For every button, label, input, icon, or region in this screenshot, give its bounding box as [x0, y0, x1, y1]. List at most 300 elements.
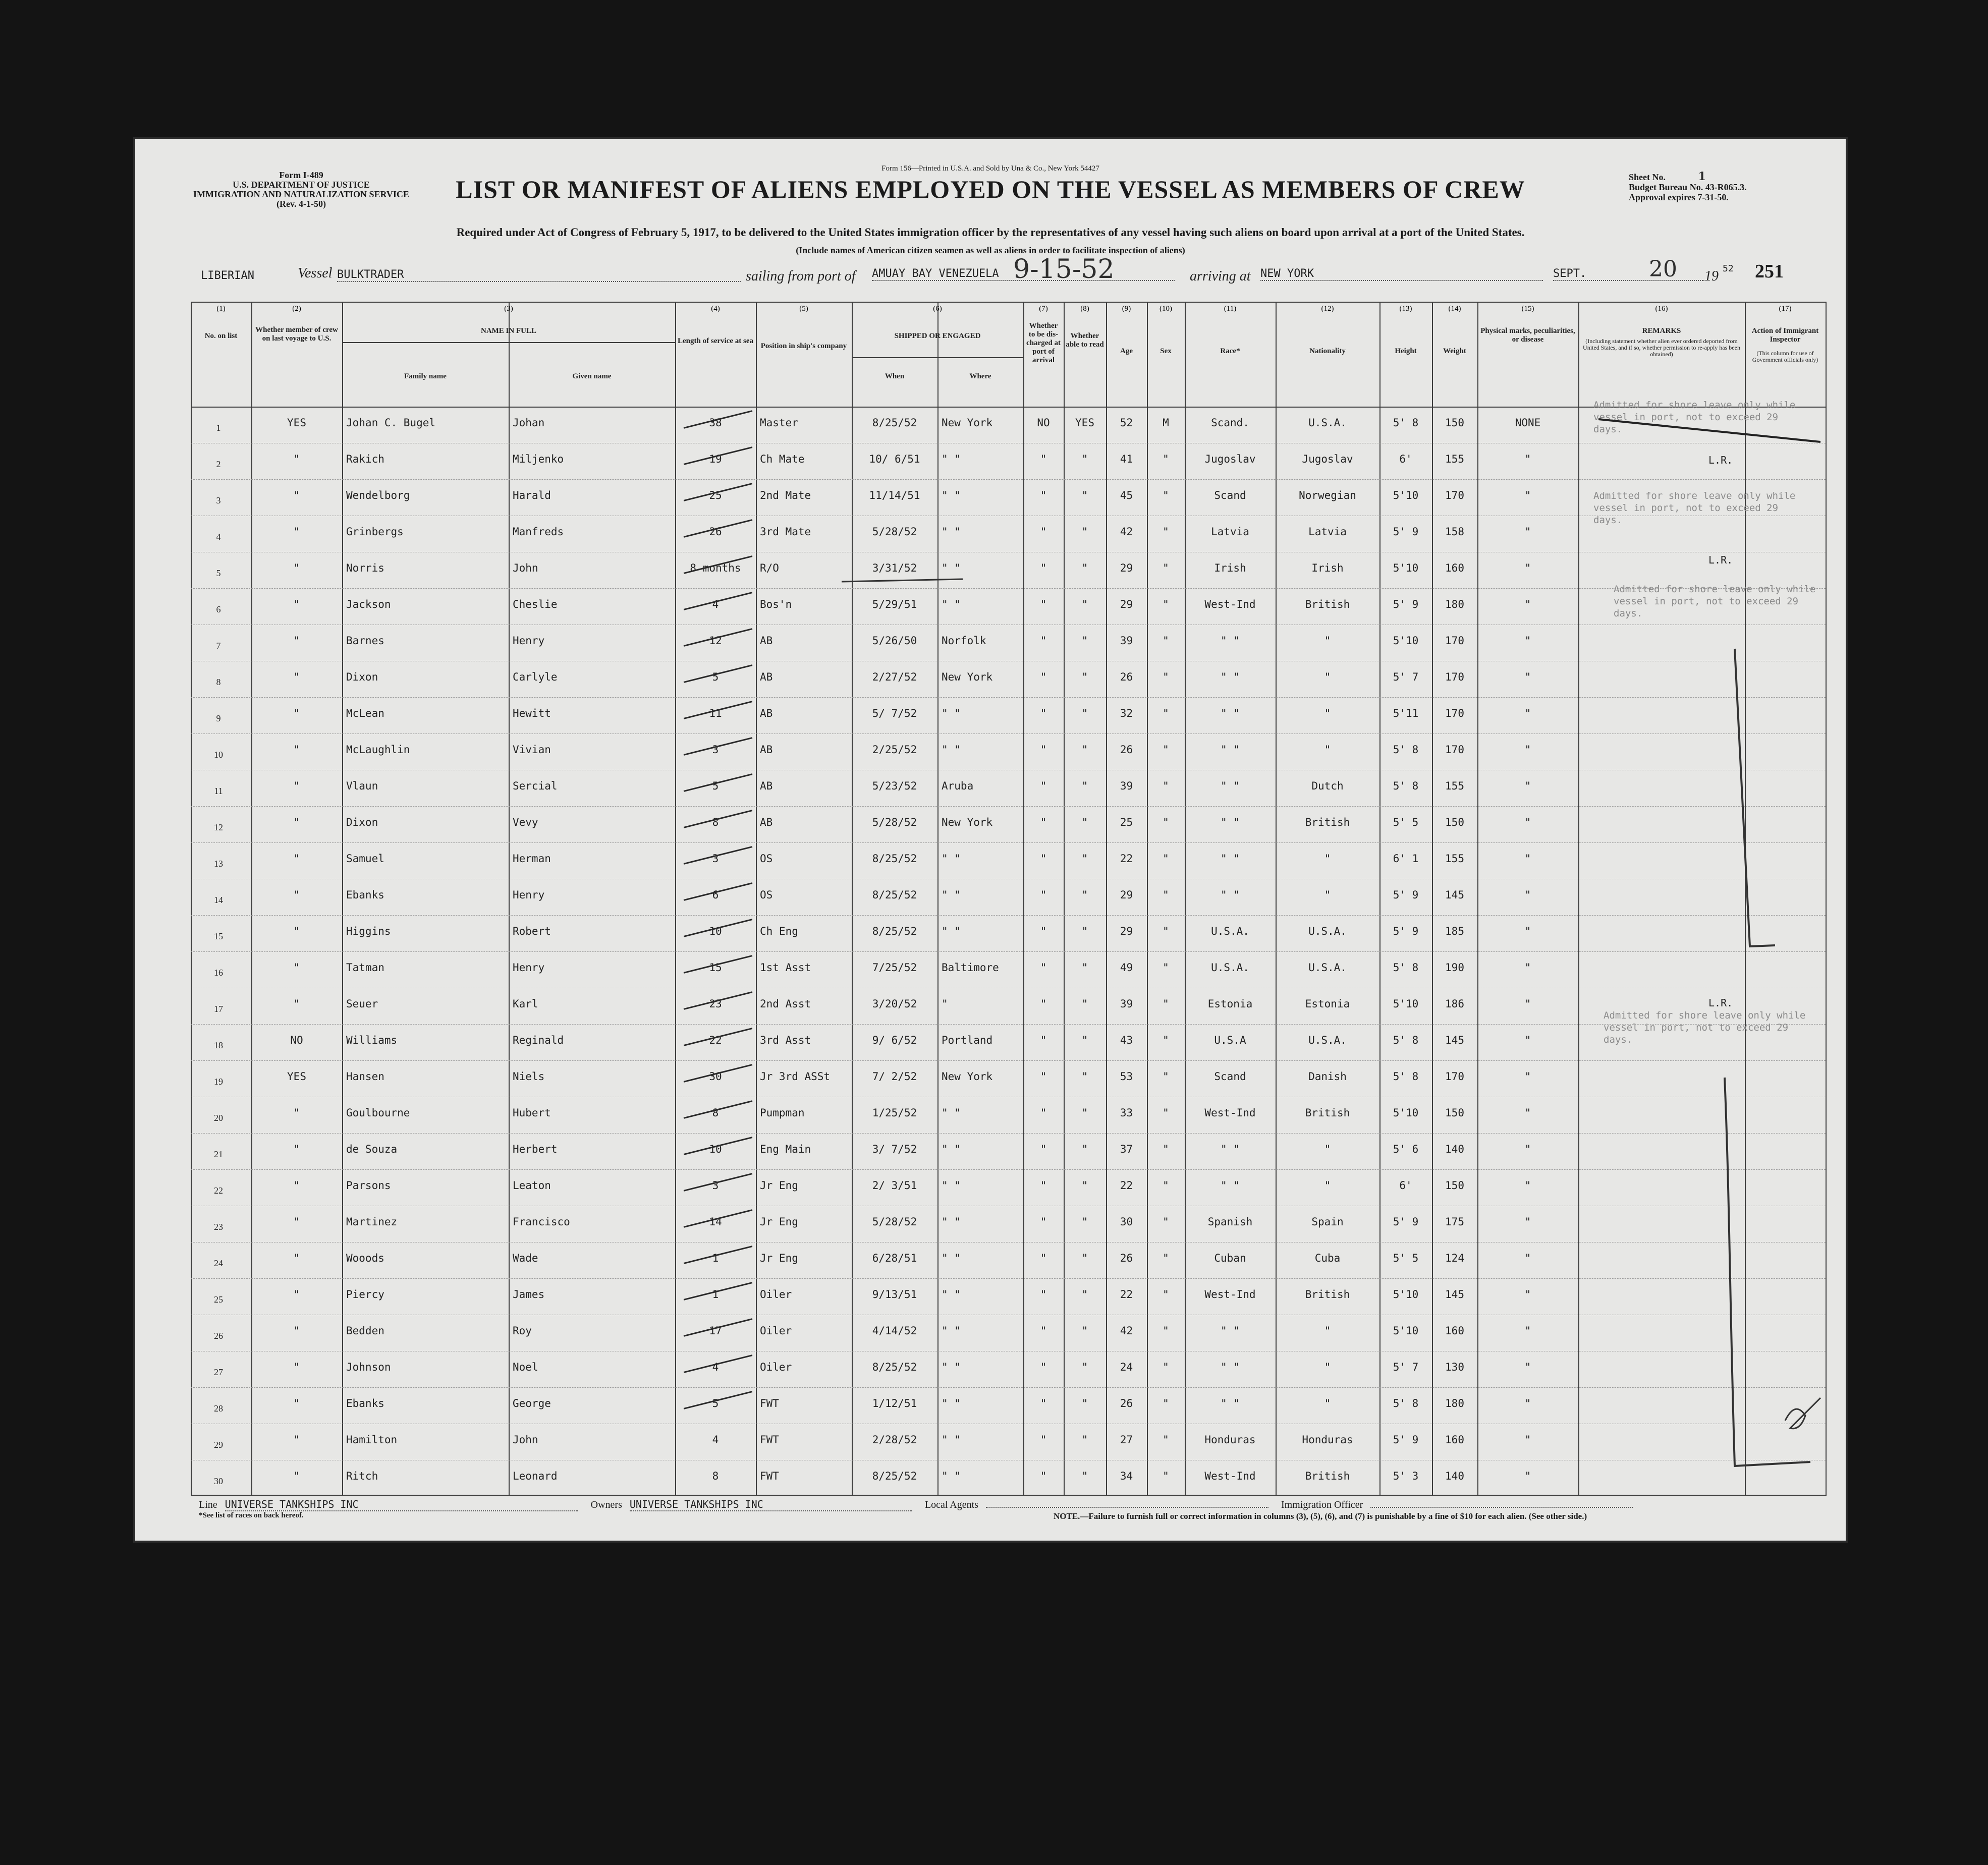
- cell-position: Jr Eng: [760, 1252, 798, 1264]
- cell-weight: 190: [1445, 962, 1464, 974]
- cell-race: " ": [1221, 780, 1240, 792]
- cell-service: 4: [712, 1361, 719, 1373]
- row-number: 14: [214, 895, 223, 905]
- cell-position: 1st Asst: [760, 962, 811, 974]
- cell-discharged: ": [1040, 1216, 1047, 1228]
- cell-height: 5'10: [1393, 1107, 1419, 1119]
- form-number: Form I-489: [279, 170, 323, 180]
- cell-weight: 180: [1445, 1397, 1464, 1409]
- cell-voyage: ": [293, 780, 300, 792]
- hdr-remarks-note: (Including statement whether alien ever ordered deported from United States, and if so, whether permission to re-apply has been obtained): [1583, 337, 1740, 358]
- cell-weight: 145: [1445, 1288, 1464, 1301]
- cell-when: 3/ 7/52: [872, 1143, 917, 1155]
- cell-height: 5' 8: [1393, 1070, 1419, 1083]
- cell-weight: 158: [1445, 526, 1464, 538]
- cell-race: " ": [1221, 1179, 1240, 1192]
- cell-family: Hansen: [346, 1070, 384, 1083]
- cell-discharged: ": [1040, 635, 1047, 647]
- cell-height: 5' 7: [1393, 1361, 1419, 1373]
- column-number: (5): [799, 305, 808, 313]
- cell-given: Henry: [513, 889, 545, 901]
- hdr-service: Length of service at sea: [678, 337, 753, 345]
- cell-sex: ": [1163, 1216, 1169, 1228]
- cell-read: ": [1081, 1034, 1088, 1046]
- cell-given: Niels: [513, 1070, 545, 1083]
- cell-given: John: [513, 562, 538, 574]
- cell-given: Francisco: [513, 1216, 570, 1228]
- cell-weight: 160: [1445, 1434, 1464, 1446]
- cell-race: Jugoslav: [1204, 453, 1256, 465]
- cell-service: 6: [712, 889, 719, 901]
- vessel-label: Vessel: [298, 265, 333, 281]
- cell-family: Wooods: [346, 1252, 384, 1264]
- cell-where: Baltimore: [942, 962, 999, 974]
- cell-position: FWT: [760, 1397, 779, 1409]
- row-number: 7: [216, 641, 221, 651]
- cell-given: Leaton: [513, 1179, 551, 1192]
- cell-nationality: ": [1324, 853, 1331, 865]
- cell-read: ": [1081, 671, 1088, 683]
- cell-age: 32: [1120, 707, 1133, 719]
- cell-age: 34: [1120, 1470, 1133, 1482]
- cell-family: Jackson: [346, 598, 391, 610]
- cell-physical: ": [1524, 998, 1531, 1010]
- cell-nationality: ": [1324, 1143, 1331, 1155]
- cell-height: 5' 9: [1393, 1216, 1419, 1228]
- cell-position: 3rd Mate: [760, 526, 811, 538]
- cell-family: Ebanks: [346, 889, 384, 901]
- cell-nationality: U.S.A.: [1308, 925, 1347, 937]
- cell-when: 5/28/52: [872, 816, 917, 828]
- cell-height: 5' 8: [1393, 417, 1419, 429]
- cell-physical: ": [1524, 1216, 1531, 1228]
- owners-label: Owners: [590, 1499, 622, 1510]
- cell-discharged: ": [1040, 925, 1047, 937]
- cell-race: " ": [1221, 1397, 1240, 1409]
- cell-age: 26: [1120, 671, 1133, 683]
- cell-sex: ": [1163, 1434, 1169, 1446]
- vessel-name: BULKTRADER: [337, 268, 741, 282]
- cell-voyage: ": [293, 707, 300, 719]
- cell-when: 4/14/52: [872, 1325, 917, 1337]
- cell-voyage: ": [293, 453, 300, 465]
- hdr-height: Height: [1395, 347, 1417, 355]
- cell-age: 26: [1120, 744, 1133, 756]
- cell-given: Wade: [513, 1252, 538, 1264]
- cell-physical: ": [1524, 1179, 1531, 1192]
- cell-height: 5'10: [1393, 562, 1419, 574]
- cell-nationality: Latvia: [1308, 526, 1347, 538]
- arrival-day: 20: [1649, 256, 1677, 282]
- cell-physical: ": [1524, 962, 1531, 974]
- cell-discharged: ": [1040, 707, 1047, 719]
- cell-voyage: ": [293, 562, 300, 574]
- cell-where: " ": [942, 1397, 961, 1409]
- cell-discharged: ": [1040, 1179, 1047, 1192]
- cell-weight: 155: [1445, 780, 1464, 792]
- hdr-given: Given name: [572, 372, 612, 380]
- cell-family: Dixon: [346, 816, 378, 828]
- cell-when: 9/13/51: [872, 1288, 917, 1301]
- cell-weight: 155: [1445, 453, 1464, 465]
- cell-voyage: ": [293, 1179, 300, 1192]
- vessel-flag: LIBERIAN: [201, 269, 254, 282]
- cell-sex: ": [1163, 853, 1169, 865]
- cell-race: U.S.A.: [1211, 925, 1249, 937]
- cell-age: 26: [1120, 1252, 1133, 1264]
- cell-nationality: ": [1324, 1325, 1331, 1337]
- cell-when: 8/25/52: [872, 889, 917, 901]
- cell-race: " ": [1221, 671, 1240, 683]
- cell-service: 17: [709, 1325, 722, 1337]
- cell-discharged: ": [1040, 671, 1047, 683]
- cell-nationality: Jugoslav: [1302, 453, 1353, 465]
- cell-where: " ": [942, 925, 961, 937]
- cell-read: YES: [1075, 417, 1094, 429]
- cell-where: " ": [942, 1288, 961, 1301]
- cell-family: Barnes: [346, 635, 384, 647]
- cell-position: FWT: [760, 1470, 779, 1482]
- cell-height: 5' 8: [1393, 962, 1419, 974]
- cell-read: ": [1081, 1325, 1088, 1337]
- cell-height: 5'10: [1393, 635, 1419, 647]
- cell-physical: ": [1524, 816, 1531, 828]
- cell-when: 8/25/52: [872, 417, 917, 429]
- cell-sex: ": [1163, 1107, 1169, 1119]
- cell-family: Piercy: [346, 1288, 384, 1301]
- cell-age: 49: [1120, 962, 1133, 974]
- cell-position: Eng Main: [760, 1143, 811, 1155]
- page-number: 251: [1755, 261, 1784, 282]
- cell-physical: ": [1524, 925, 1531, 937]
- cell-given: Manfreds: [513, 526, 564, 538]
- cell-when: 5/28/52: [872, 1216, 917, 1228]
- cell-service: 8: [712, 1470, 719, 1482]
- cell-physical: ": [1524, 744, 1531, 756]
- cell-age: 29: [1120, 598, 1133, 610]
- cell-discharged: ": [1040, 816, 1047, 828]
- cell-voyage: ": [293, 489, 300, 501]
- cell-age: 30: [1120, 1216, 1133, 1228]
- admitted-stamp-3: Admitted for shore leave only while vessel in port, not to exceed 29 days.: [1614, 584, 1816, 619]
- cell-sex: ": [1163, 1070, 1169, 1083]
- cell-nationality: Estonia: [1305, 998, 1350, 1010]
- cell-voyage: ": [293, 1216, 300, 1228]
- cell-where: New York: [942, 671, 993, 683]
- cell-sex: ": [1163, 1034, 1169, 1046]
- cell-race: " ": [1221, 1361, 1240, 1373]
- cell-nationality: ": [1324, 1397, 1331, 1409]
- cell-family: Higgins: [346, 925, 391, 937]
- cell-physical: ": [1524, 453, 1531, 465]
- cell-position: R/O: [760, 562, 779, 574]
- cell-read: ": [1081, 853, 1088, 865]
- cell-discharged: ": [1040, 1361, 1047, 1373]
- cell-when: 5/26/50: [872, 635, 917, 647]
- cell-nationality: Cuba: [1314, 1252, 1341, 1264]
- cell-nationality: ": [1324, 635, 1331, 647]
- row-number: 6: [216, 604, 221, 614]
- hdr-action: Action of Immigrant Inspector: [1751, 327, 1819, 344]
- cell-position: Jr Eng: [760, 1216, 798, 1228]
- cell-physical: ": [1524, 1470, 1531, 1482]
- cell-nationality: Honduras: [1302, 1434, 1353, 1446]
- page-subtitle: Required under Act of Congress of February 5, 1917, to be delivered to the United States immigration officer by the representatives of any vessel having such aliens on board upon arrival at a port of the United States.: [456, 226, 1525, 239]
- agents-label: Local Agents: [924, 1499, 978, 1510]
- cell-read: ": [1081, 1179, 1088, 1192]
- cell-given: Karl: [513, 998, 538, 1010]
- cell-nationality: ": [1324, 1179, 1331, 1192]
- cell-read: ": [1081, 962, 1088, 974]
- cell-weight: 170: [1445, 1070, 1464, 1083]
- line-value: UNIVERSE TANKSHIPS INC: [225, 1498, 578, 1511]
- cell-race: " ": [1221, 744, 1240, 756]
- cell-when: 2/25/52: [872, 744, 917, 756]
- row-number: 16: [214, 968, 223, 978]
- cell-weight: 130: [1445, 1361, 1464, 1373]
- cell-weight: 160: [1445, 1325, 1464, 1337]
- admitted-stamp-1: Admitted for shore leave only while vessel in port, not to exceed 29 days.: [1593, 400, 1796, 435]
- cell-service: 14: [709, 1216, 722, 1228]
- cell-nationality: U.S.A.: [1308, 1034, 1347, 1046]
- cell-family: Vlaun: [346, 780, 378, 792]
- cell-race: " ": [1221, 1143, 1240, 1155]
- cell-where: " ": [942, 1143, 961, 1155]
- cell-weight: 186: [1445, 998, 1464, 1010]
- cell-discharged: ": [1040, 526, 1047, 538]
- row-number: 27: [214, 1367, 223, 1377]
- cell-given: Cheslie: [513, 598, 558, 610]
- row-number: 9: [216, 713, 221, 723]
- lr-mark-3: L.R.: [1708, 997, 1733, 1009]
- cell-where: New York: [942, 417, 993, 429]
- cell-service: 10: [709, 1143, 722, 1155]
- cell-race: Scand.: [1211, 417, 1249, 429]
- cell-physical: ": [1524, 489, 1531, 501]
- lr-mark-2: L.R.: [1708, 554, 1733, 566]
- cell-physical: ": [1524, 1325, 1531, 1337]
- cell-age: 43: [1120, 1034, 1133, 1046]
- cell-where: " ": [942, 1361, 961, 1373]
- cell-given: Hewitt: [513, 707, 551, 719]
- cell-family: McLean: [346, 707, 384, 719]
- cell-age: 22: [1120, 853, 1133, 865]
- cell-read: ": [1081, 635, 1088, 647]
- column-number: (13): [1399, 305, 1412, 313]
- cell-given: Vevy: [513, 816, 538, 828]
- cell-discharged: NO: [1037, 417, 1050, 429]
- cell-weight: 160: [1445, 562, 1464, 574]
- cell-weight: 155: [1445, 853, 1464, 865]
- cell-service: 15: [709, 962, 722, 974]
- cell-position: 3rd Asst: [760, 1034, 811, 1046]
- manifest-page: [135, 139, 1846, 1541]
- cell-when: 9/ 6/52: [872, 1034, 917, 1046]
- cell-service: 1: [712, 1288, 719, 1301]
- cell-sex: ": [1163, 635, 1169, 647]
- cell-weight: 170: [1445, 635, 1464, 647]
- cell-physical: ": [1524, 707, 1531, 719]
- row-number: 4: [216, 532, 221, 542]
- cell-sex: ": [1163, 562, 1169, 574]
- cell-service: 12: [709, 635, 722, 647]
- action-bracket-2: [1725, 1078, 1810, 1466]
- cell-height: 5' 9: [1393, 1434, 1419, 1446]
- cell-read: ": [1081, 707, 1088, 719]
- cell-given: John: [513, 1434, 538, 1446]
- cell-given: Leonard: [513, 1470, 558, 1482]
- cell-position: Oiler: [760, 1288, 792, 1301]
- cell-sex: ": [1163, 453, 1169, 465]
- cell-voyage: ": [293, 1107, 300, 1119]
- row-number: 22: [214, 1185, 223, 1196]
- hdr-physical: Physical marks, peculiarities, or disease: [1480, 327, 1575, 344]
- cell-family: Bedden: [346, 1325, 384, 1337]
- cell-given: Johan: [513, 417, 545, 429]
- cell-race: West-Ind: [1204, 598, 1256, 610]
- cell-family: Dixon: [346, 671, 378, 683]
- cell-race: " ": [1221, 816, 1240, 828]
- cell-family: Grinbergs: [346, 526, 404, 538]
- cell-height: 6': [1399, 453, 1412, 465]
- cell-service: 8: [712, 1107, 719, 1119]
- hdr-shipped: SHIPPED OR ENGAGED: [894, 332, 981, 340]
- cell-given: Harald: [513, 489, 551, 501]
- column-number: (10): [1159, 305, 1172, 313]
- cell-service: 26: [709, 526, 722, 538]
- cell-given: Robert: [513, 925, 551, 937]
- sailing-port: AMUAY BAY VENEZUELA: [872, 267, 1175, 281]
- cell-height: 5'10: [1393, 489, 1419, 501]
- cell-position: Ch Eng: [760, 925, 798, 937]
- cell-age: 27: [1120, 1434, 1133, 1446]
- cell-when: 8/25/52: [872, 1470, 917, 1482]
- cell-sex: ": [1163, 1143, 1169, 1155]
- cell-height: 5'11: [1393, 707, 1419, 719]
- cell-position: Jr Eng: [760, 1179, 798, 1192]
- cell-read: ": [1081, 925, 1088, 937]
- cell-when: 8/25/52: [872, 1361, 917, 1373]
- cell-voyage: ": [293, 1252, 300, 1264]
- cell-read: ": [1081, 526, 1088, 538]
- cell-sex: ": [1163, 962, 1169, 974]
- cell-height: 5'10: [1393, 1288, 1419, 1301]
- cell-service: 8 months: [690, 562, 741, 574]
- cell-nationality: ": [1324, 671, 1331, 683]
- cell-voyage: ": [293, 889, 300, 901]
- cell-height: 5' 8: [1393, 780, 1419, 792]
- cell-voyage: ": [293, 1325, 300, 1337]
- cell-race: U.S.A: [1214, 1034, 1246, 1046]
- cell-where: " ": [942, 1216, 961, 1228]
- cell-position: OS: [760, 853, 773, 865]
- cell-voyage: ": [293, 598, 300, 610]
- cell-discharged: ": [1040, 780, 1047, 792]
- hdr-race: Race*: [1220, 347, 1240, 355]
- cell-weight: 150: [1445, 1179, 1464, 1192]
- cell-given: James: [513, 1288, 545, 1301]
- cell-position: AB: [760, 816, 773, 828]
- cell-position: AB: [760, 671, 773, 683]
- cell-given: George: [513, 1397, 551, 1409]
- cell-given: Herbert: [513, 1143, 558, 1155]
- cell-race: U.S.A.: [1211, 962, 1249, 974]
- row-number: 28: [214, 1403, 223, 1414]
- cell-position: Pumpman: [760, 1107, 805, 1119]
- cell-race: Estonia: [1207, 998, 1253, 1010]
- cell-age: 39: [1120, 635, 1133, 647]
- cell-weight: 150: [1445, 1107, 1464, 1119]
- row-number: 12: [214, 822, 223, 832]
- cell-weight: 150: [1445, 417, 1464, 429]
- cell-age: 24: [1120, 1361, 1133, 1373]
- cell-family: Goulbourne: [346, 1107, 410, 1119]
- cell-sex: ": [1163, 1325, 1169, 1337]
- hdr-name: NAME IN FULL: [480, 327, 536, 335]
- row-number: 13: [214, 859, 223, 869]
- cell-read: ": [1081, 780, 1088, 792]
- cell-family: Martinez: [346, 1216, 398, 1228]
- cell-when: 7/ 2/52: [872, 1070, 917, 1083]
- cell-family: McLaughlin: [346, 744, 410, 756]
- cell-sex: ": [1163, 1361, 1169, 1373]
- cell-read: ": [1081, 816, 1088, 828]
- cell-race: " ": [1221, 635, 1240, 647]
- lr-mark-1: L.R.: [1708, 454, 1733, 466]
- row-number: 11: [214, 786, 223, 796]
- cell-age: 42: [1120, 526, 1133, 538]
- cell-age: 26: [1120, 1397, 1133, 1409]
- hdr-voyage: Whether member of crew on last voyage to U.S.: [255, 326, 338, 343]
- cell-age: 42: [1120, 1325, 1133, 1337]
- cell-position: AB: [760, 744, 773, 756]
- cell-where: " ": [942, 489, 961, 501]
- cell-age: 37: [1120, 1143, 1133, 1155]
- cell-physical: ": [1524, 671, 1531, 683]
- cell-given: Noel: [513, 1361, 538, 1373]
- cell-weight: 175: [1445, 1216, 1464, 1228]
- row-number: 26: [214, 1331, 223, 1341]
- cell-position: AB: [760, 635, 773, 647]
- cell-where: " ": [942, 1325, 961, 1337]
- cell-read: ": [1081, 489, 1088, 501]
- cell-position: 2nd Asst: [760, 998, 811, 1010]
- cell-service: 3: [712, 744, 719, 756]
- cell-nationality: Norwegian: [1299, 489, 1356, 501]
- cell-height: 5' 8: [1393, 744, 1419, 756]
- cell-sex: ": [1163, 925, 1169, 937]
- cell-when: 7/25/52: [872, 962, 917, 974]
- cell-family: Ritch: [346, 1470, 378, 1482]
- budget-number: Budget Bureau No. 43-R065.3.: [1629, 182, 1747, 192]
- cell-sex: ": [1163, 526, 1169, 538]
- sheet-number: 1: [1698, 170, 1706, 183]
- bosn-strike: [842, 579, 963, 582]
- cell-height: 5' 5: [1393, 816, 1419, 828]
- cell-nationality: Danish: [1308, 1070, 1347, 1083]
- hdr-no: No. on list: [204, 332, 238, 340]
- cell-where: " ": [942, 707, 961, 719]
- cell-read: ": [1081, 889, 1088, 901]
- cell-height: 5'10: [1393, 998, 1419, 1010]
- cell-physical: ": [1524, 889, 1531, 901]
- cell-race: Latvia: [1211, 526, 1249, 538]
- cell-family: Norris: [346, 562, 384, 574]
- cell-height: 5' 9: [1393, 598, 1419, 610]
- cell-when: 8/25/52: [872, 925, 917, 937]
- cell-nationality: U.S.A.: [1308, 962, 1347, 974]
- cell-age: 29: [1120, 562, 1133, 574]
